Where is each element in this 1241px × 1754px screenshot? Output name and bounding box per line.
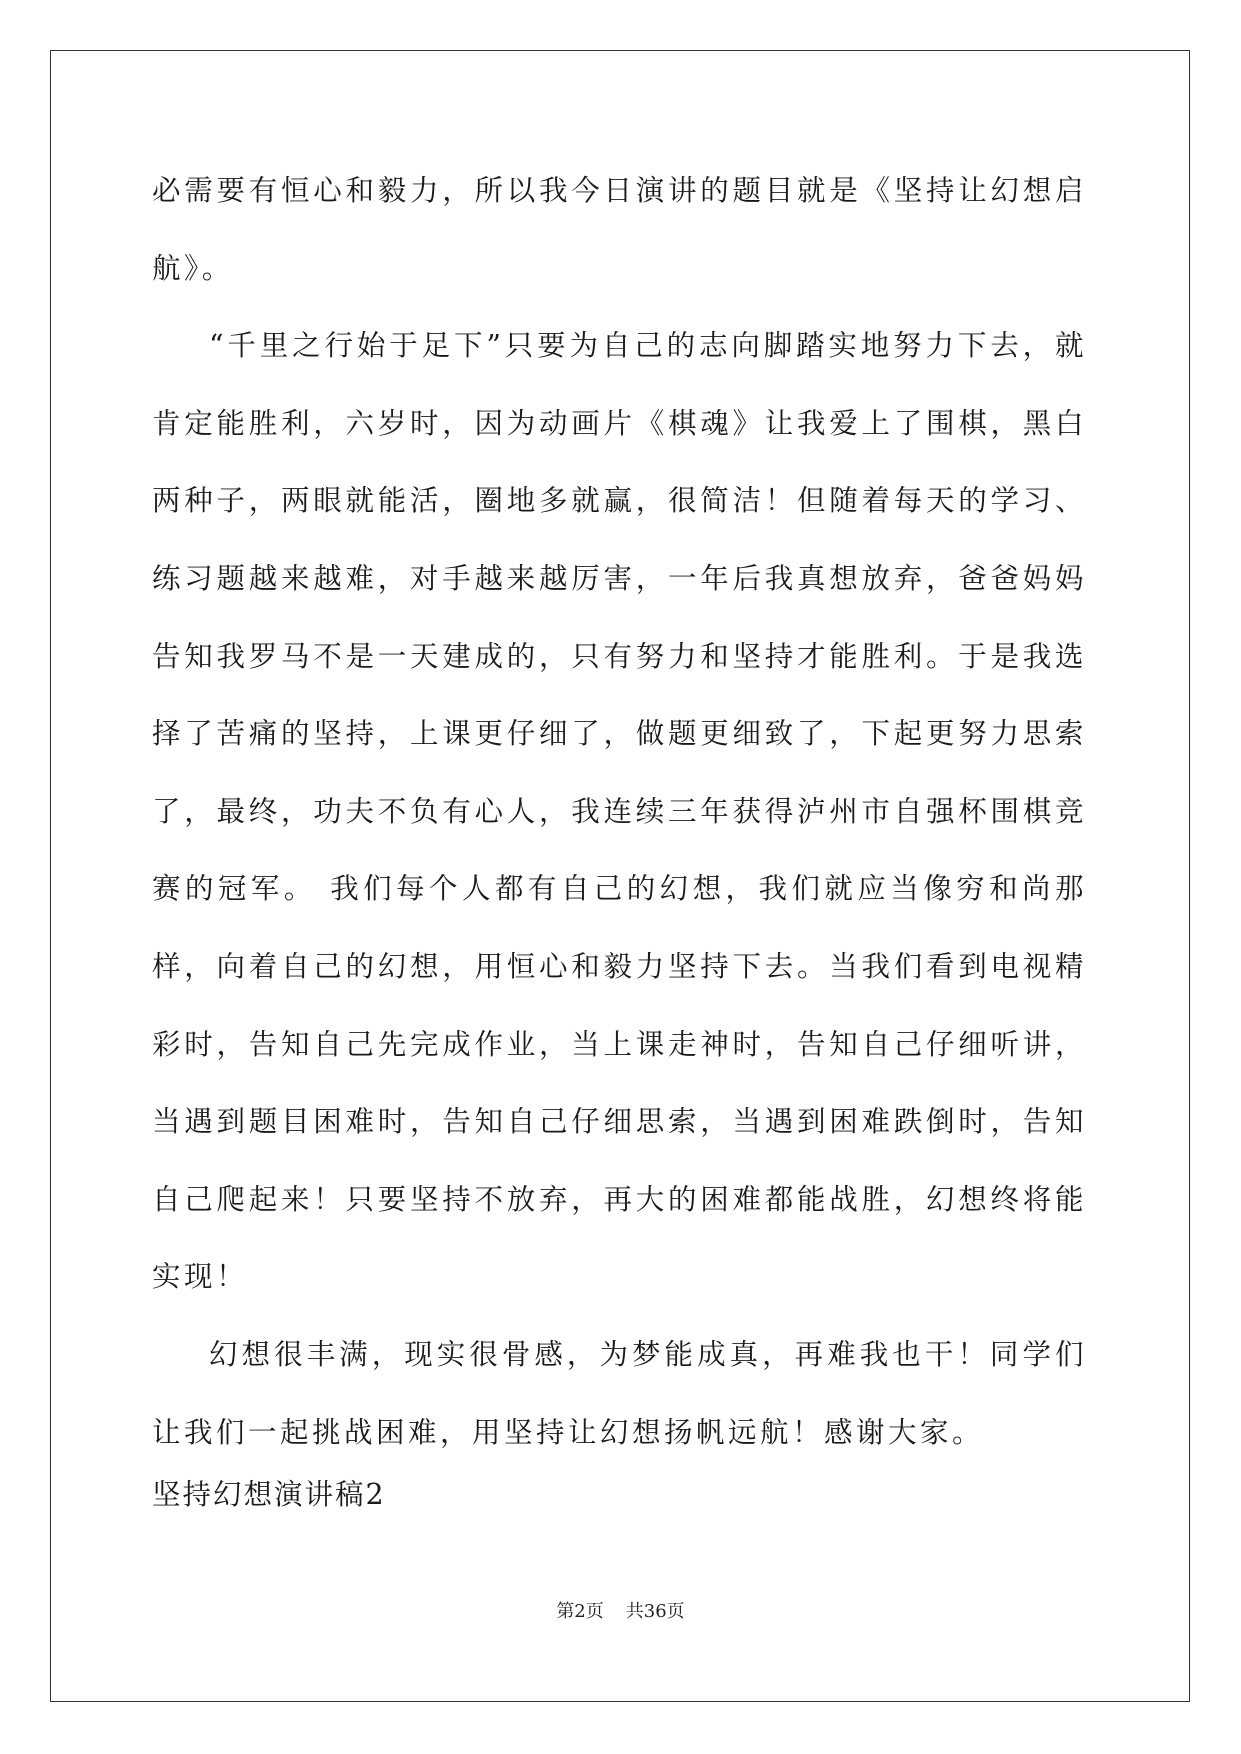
paragraph-3: 幻想很丰满，现实很骨感，为梦能成真，再难我也干！同学们让我们一起挑战困难，用坚持让幻想扬帆远航！感谢大家。	[152, 1337, 1087, 1449]
section-heading: 坚持幻想演讲稿2	[152, 1478, 386, 1511]
paragraph-2: “千里之行始于足下”只要为自己的志向脚踏实地努力下去，就肯定能胜利，六岁时，因为动画片《棋魂》让我爱上了围棋，黑白两种子，两眼就能活，圈地多就赢，很简洁！但随着每天的学习、练习题越来越难，对手越来越厉害，一年后我真想放弃，爸爸妈妈告知我罗马不是一天建成的，只有努力和坚持才能胜利。于是我选择了苦痛的坚持，上课更仔细了，做题更细致了，下起更努力思索了，最终，功夫不负有心人，我连续三年获得泸州市自强杯围棋竞赛的冠军。 我们每个人都有自己的幻想，我们就应当像穷和尚那样，向着自己的幻想，用恒心和毅力坚持下去。当我们看到电视精彩时，告知自己先完成作业，当上课走神时，告知自己仔细听讲，当遇到题目困难时，告知自己仔细思索，当遇到困难跌倒时，告知自己爬起来！只要坚持不放弃，再大的困难都能战胜，幻想终将能实现！	[152, 329, 1087, 1294]
paragraph-1: 必需要有恒心和毅力，所以我今日演讲的题目就是《坚持让幻想启航》。	[152, 174, 1087, 285]
document-body	[152, 152, 1087, 1471]
page-number: 第2页	[556, 1601, 604, 1622]
page-total: 共36页	[625, 1601, 685, 1622]
page-footer	[0, 1600, 1241, 1624]
